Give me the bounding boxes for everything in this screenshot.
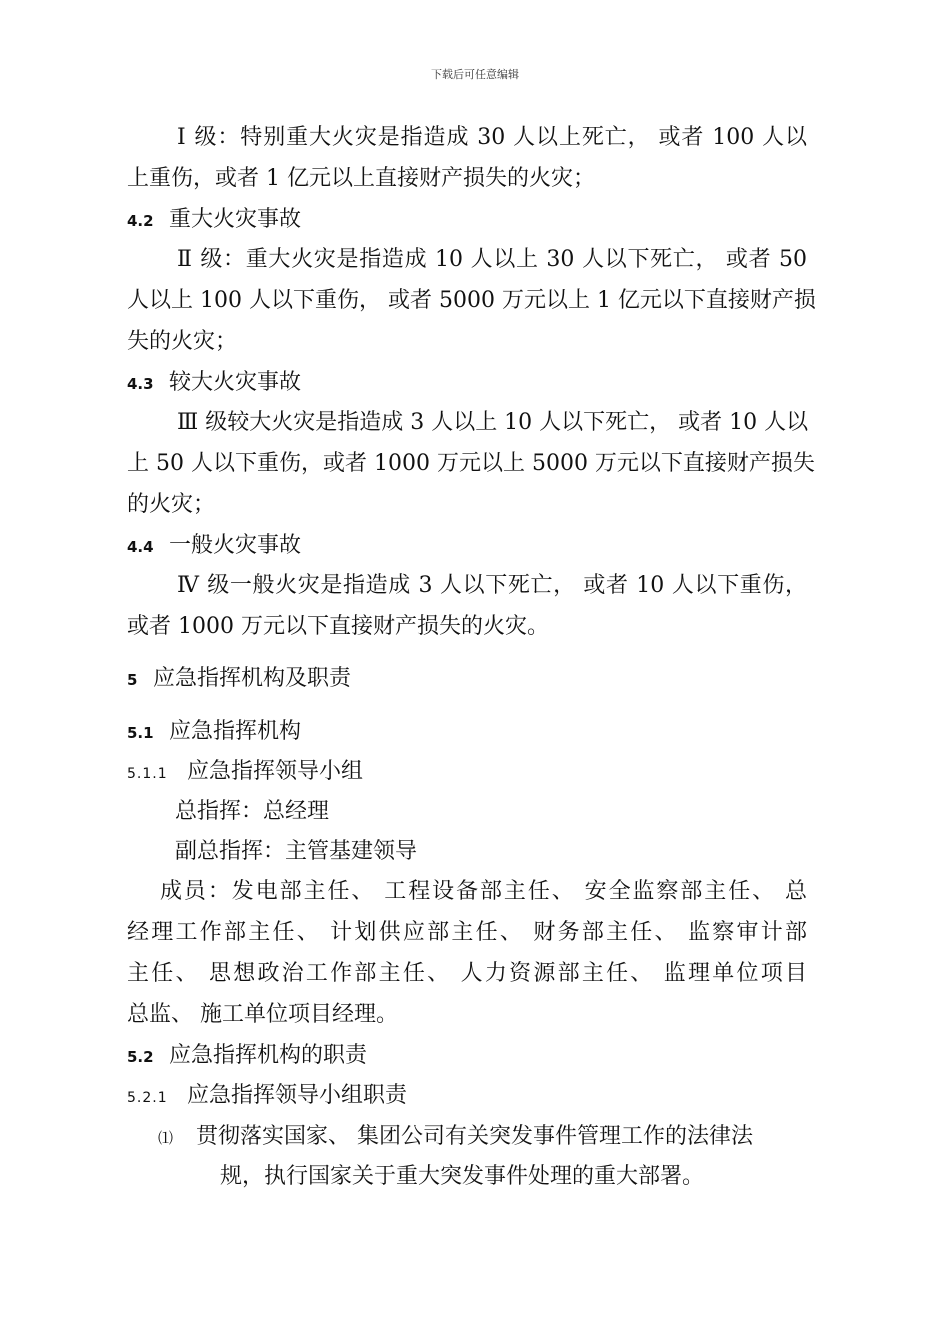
section-number: 5.1.1: [127, 766, 168, 782]
section-5-heading: [127, 664, 351, 695]
deputy-commander-line: 副总指挥：主管基建领导: [175, 839, 418, 864]
level-3-text-line1: Ⅲ 级较大火灾是指造成 3 人以上 10 人以下死亡， 或者 10 人以: [177, 410, 809, 435]
section-5-2-1-heading: [127, 1081, 407, 1113]
section-title: 较大火灾事故: [169, 370, 302, 395]
level-4-text-line2: 或者 1000 万元以下直接财产损失的火灾。: [127, 614, 549, 639]
section-number: 5.2: [127, 1048, 154, 1066]
members-line2: 经理工作部主任、 计划供应部主任、 财务部主任、 监察审计部: [127, 920, 807, 945]
section-title: 应急指挥领导小组职责: [187, 1083, 408, 1108]
section-number: 4.3: [127, 375, 154, 393]
level-2-text-line3: 失的火灾；: [127, 329, 238, 354]
level-3-text-line3: 的火灾；: [127, 492, 216, 517]
level-2-text-line2: 人以上 100 人以下重伤， 或者 5000 万元以上 1 亿元以下直接财产损: [127, 288, 816, 313]
page-header: 下载后可任意编辑: [431, 68, 519, 81]
level-1-text-line2: 上重伤，或者 1 亿元以上直接财产损失的火灾；: [127, 166, 595, 191]
section-4-3-heading: [127, 368, 301, 399]
duty-item-1-line1: [158, 1122, 753, 1153]
section-title: 应急指挥机构的职责: [169, 1043, 368, 1068]
members-line4: 总监、 施工单位项目经理。: [127, 1002, 398, 1027]
level-1-text-line1: Ⅰ 级：特别重大火灾是指造成 30 人以上死亡， 或者 100 人以: [177, 125, 807, 150]
section-5-2-heading: [127, 1041, 367, 1072]
section-title: 重大火灾事故: [169, 207, 302, 232]
section-5-1-1-heading: [127, 757, 363, 789]
section-title: 应急指挥领导小组: [187, 759, 364, 784]
item-number: ⑴: [158, 1129, 174, 1147]
section-title: 应急指挥机构: [169, 719, 302, 744]
section-5-1-heading: [127, 717, 301, 748]
section-4-2-heading: [127, 205, 301, 236]
level-4-text-line1: Ⅳ 级一般火灾是指造成 3 人以下死亡， 或者 10 人以下重伤，: [177, 573, 807, 598]
section-title: 一般火灾事故: [169, 533, 302, 558]
item-text: 贯彻落实国家、 集团公司有关突发事件管理工作的法律法: [196, 1124, 753, 1149]
section-number: 4.4: [127, 538, 154, 556]
section-number: 5.2.1: [127, 1090, 168, 1106]
section-title: 应急指挥机构及职责: [153, 666, 352, 691]
level-2-text-line1: Ⅱ 级：重大火灾是指造成 10 人以上 30 人以下死亡， 或者 50: [177, 247, 807, 272]
section-number: 4.2: [127, 212, 154, 230]
members-line3: 主任、 思想政治工作部主任、 人力资源部主任、 监理单位项目: [127, 961, 807, 986]
section-4-4-heading: [127, 531, 301, 562]
members-line1: 成员：发电部主任、 工程设备部主任、 安全监察部主任、 总: [160, 879, 807, 904]
section-number: 5: [127, 671, 138, 689]
level-3-text-line2: 上 50 人以下重伤，或者 1000 万元以上 5000 万元以下直接财产损失: [127, 451, 815, 476]
commander-line: 总指挥：总经理: [175, 799, 330, 824]
duty-item-1-line2: 规，执行国家关于重大突发事件处理的重大部署。: [220, 1164, 705, 1189]
section-number: 5.1: [127, 724, 154, 742]
